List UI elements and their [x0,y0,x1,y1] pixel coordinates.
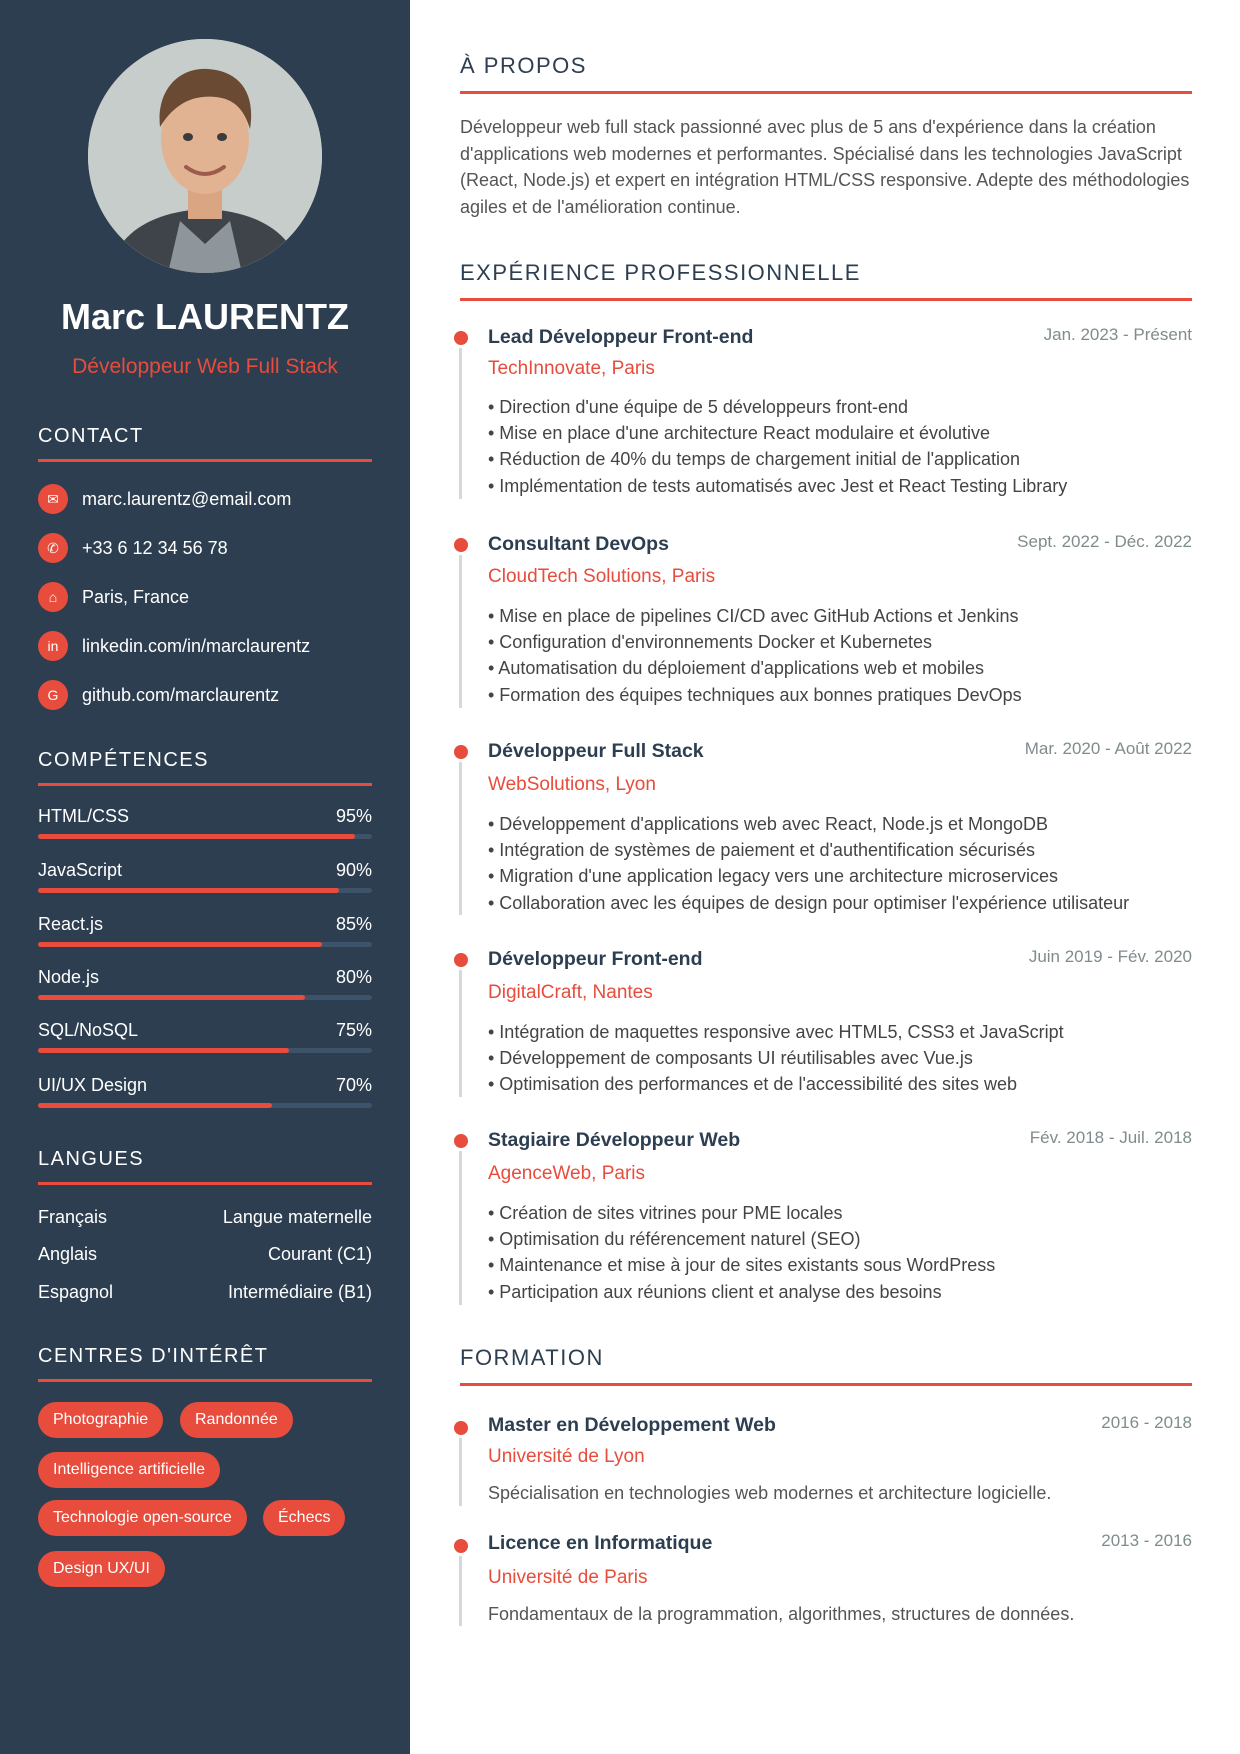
timeline-dot [451,950,471,970]
contact-github[interactable] [38,680,279,710]
home-icon: ⌂ [38,582,68,612]
skill-bar-fill [38,1103,272,1108]
job-title: Lead Développeur Front-end [488,326,754,348]
linkedin-icon: in [38,631,68,661]
language-row [38,1282,372,1303]
job-bullet: • Développement de composants UI réutilisables avec Vue.js [488,1048,973,1069]
job-bullet: • Mise en place de pipelines CI/CD avec GitHub Actions et Jenkins [488,606,1019,626]
skill-item [38,806,372,839]
job-bullet: • Optimisation des performances et de l'accessibilité des sites web [488,1074,1017,1095]
about-text: Développeur web full stack passionné avec plus de 5 ans d'expérience dans la création d'applications web modernes et performantes. Spécialisé dans les technologies JavaScript (React, Node.js) et expert en intégration HTML/CSS responsive. Adepte des méthodologies agiles et de l'amélioration continue. [460,117,1190,217]
job-dates: Jan. 2023 - Présent [1043,325,1192,344]
job-bullets [488,1019,1188,1098]
timeline-line [459,750,462,915]
contact-email[interactable] [38,484,291,514]
languages-heading: LANGUES [38,1148,372,1185]
job-bullet: • Formation des équipes techniques aux bonnes pratiques DevOps [488,684,1022,705]
degree-title: Master en Développement Web [488,1414,776,1436]
timeline-line [459,1426,462,1506]
job-bullet: • Optimisation du référencement naturel (SEO) [488,1229,861,1250]
github-icon: G [38,680,68,710]
job-bullet: • Mise en place d'une architecture React modulaire et évolutive [488,423,991,444]
skill-bar [38,888,372,893]
job-company: TechInnovate, Paris [488,358,655,379]
interests-heading: CENTRES D'INTÉRÊT [38,1345,372,1382]
contact-github-text[interactable]: github.com/marclaurentz [82,684,280,705]
timeline-dot [451,1418,471,1438]
skill-bar [38,834,372,839]
job-bullet: • Création de sites vitrines pour PME locales [488,1203,843,1223]
avatar-illustration [88,39,322,273]
job-bullet: • Migration d'une application legacy vers une architecture microservices [488,866,1059,887]
profile-photo [88,39,322,273]
job-company: WebSolutions, Lyon [488,774,656,795]
skill-item [38,967,372,1000]
skill-bar [38,995,372,1000]
job-bullet: • Configuration d'environnements Docker et Kubernetes [488,632,932,653]
skill-bar-fill [38,1048,289,1053]
job-bullet: • Collaboration avec les équipes de design pour optimiser l'expérience utilisateur [488,892,1130,913]
skill-bar-fill [38,834,355,839]
job-title: Développeur Full Stack [488,740,704,762]
skill-name: HTML/CSS [38,806,130,826]
skill-percent: 70% [335,1075,372,1095]
skill-percent: 90% [335,860,372,880]
degree-title: Licence en Informatique [488,1532,713,1554]
job-bullets [488,603,1188,708]
skill-name: JavaScript [38,860,123,880]
language-name: Anglais [38,1244,98,1264]
skill-bar [38,942,372,947]
education-heading: FORMATION [460,1345,1192,1386]
interest-tag: Échecs [263,1500,345,1536]
timeline-dot [451,1536,471,1556]
candidate-title: Développeur Web Full Stack [72,355,338,378]
language-level: Courant (C1) [267,1244,372,1264]
timeline-line [459,1544,462,1626]
language-row [38,1244,372,1265]
language-name: Français [38,1207,108,1227]
timeline-line [459,958,462,1097]
skill-name: Node.js [38,967,100,987]
timeline-dot [451,1131,471,1151]
school-name: Université de Lyon [488,1446,645,1467]
interest-tag: Photographie [38,1402,163,1438]
mail-icon: ✉ [38,484,68,514]
timeline-dot [451,535,471,555]
experience-heading: EXPÉRIENCE PROFESSIONNELLE [460,260,1192,301]
job-bullets [488,394,1188,499]
language-level: Langue maternelle [222,1207,372,1227]
job-company: CloudTech Solutions, Paris [488,566,716,587]
timeline-line [459,336,462,499]
language-level: Intermédiaire (B1) [227,1282,372,1302]
skill-bar-fill [38,888,339,893]
job-bullet: • Direction d'une équipe de 5 développeurs front-end [488,397,909,417]
about-heading: À PROPOS [460,53,1192,94]
degree-dates: 2016 - 2018 [1101,1413,1192,1432]
job-title: Stagiaire Développeur Web [488,1129,741,1151]
job-bullet: • Intégration de systèmes de paiement et d'authentification sécurisés [488,840,1036,861]
contact-heading: CONTACT [38,425,372,462]
timeline-line [459,1139,462,1305]
skill-item [38,1075,372,1108]
job-bullet: • Réduction de 40% du temps de chargement initial de l'application [488,449,1021,470]
degree-description: Spécialisation en technologies web modernes et architecture logicielle. [488,1483,1052,1503]
skill-bar-fill [38,995,305,1000]
job-title: Développeur Front-end [488,948,703,970]
job-bullet: • Participation aux réunions client et analyse des besoins [488,1281,942,1302]
job-dates: Fév. 2018 - Juil. 2018 [1029,1128,1192,1147]
interest-tag: Intelligence artificielle [38,1452,220,1488]
contact-email-text[interactable]: marc.laurentz@email.com [82,488,292,509]
interest-tag: Design UX/UI [38,1551,165,1587]
job-title: Consultant DevOps [488,533,669,555]
skills-heading: COMPÉTENCES [38,749,372,786]
skill-name: UI/UX Design [38,1075,148,1095]
skill-percent: 95% [335,806,372,826]
skill-item [38,1020,372,1053]
contact-location [38,582,189,612]
job-bullets [488,811,1188,916]
timeline-dot [451,328,471,348]
job-bullet: • Maintenance et mise à jour de sites existants sous WordPress [488,1255,996,1276]
skill-item [38,860,372,893]
job-dates: Sept. 2022 - Déc. 2022 [1017,532,1192,551]
phone-icon: ✆ [38,533,68,563]
skill-percent: 75% [335,1020,372,1040]
job-company: DigitalCraft, Nantes [488,982,653,1003]
contact-phone[interactable] [38,533,228,563]
job-bullet: • Implémentation de tests automatisés avec Jest et React Testing Library [488,475,1068,496]
job-bullet: • Automatisation du déploiement d'applications web et mobiles [488,658,985,679]
job-bullet: • Développement d'applications web avec React, Node.js et MongoDB [488,814,1049,834]
language-row [38,1207,372,1228]
skill-percent: 80% [335,967,372,987]
job-company: AgenceWeb, Paris [488,1163,646,1184]
skill-bar-fill [38,942,322,947]
contact-linkedin-text[interactable]: linkedin.com/in/marclaurentz [82,635,311,656]
skill-bar [38,1103,372,1108]
contact-phone-text[interactable]: +33 6 12 34 56 78 [82,537,228,558]
job-dates: Juin 2019 - Fév. 2020 [1028,947,1192,966]
school-name: Université de Paris [488,1567,648,1588]
skill-bar [38,1048,372,1053]
contact-location-text: Paris, France [82,586,190,607]
timeline-line [459,543,462,708]
job-bullets [488,1200,1188,1305]
sidebar [0,0,410,1754]
language-name: Espagnol [38,1282,114,1302]
job-bullet: • Intégration de maquettes responsive avec HTML5, CSS3 et JavaScript [488,1022,1064,1042]
candidate-name: Marc LAURENTZ [60,296,350,337]
degree-dates: 2013 - 2016 [1101,1531,1192,1550]
skill-item [38,914,372,947]
job-dates: Mar. 2020 - Août 2022 [1024,739,1192,758]
skill-percent: 85% [335,914,372,934]
contact-linkedin[interactable] [38,631,310,661]
timeline-dot [451,742,471,762]
skill-name: React.js [38,914,104,934]
interest-tag: Technologie open-source [38,1500,247,1536]
degree-description: Fondamentaux de la programmation, algorithmes, structures de données. [488,1604,1075,1624]
skill-name: SQL/NoSQL [38,1020,139,1040]
interest-tag: Randonnée [180,1402,293,1438]
